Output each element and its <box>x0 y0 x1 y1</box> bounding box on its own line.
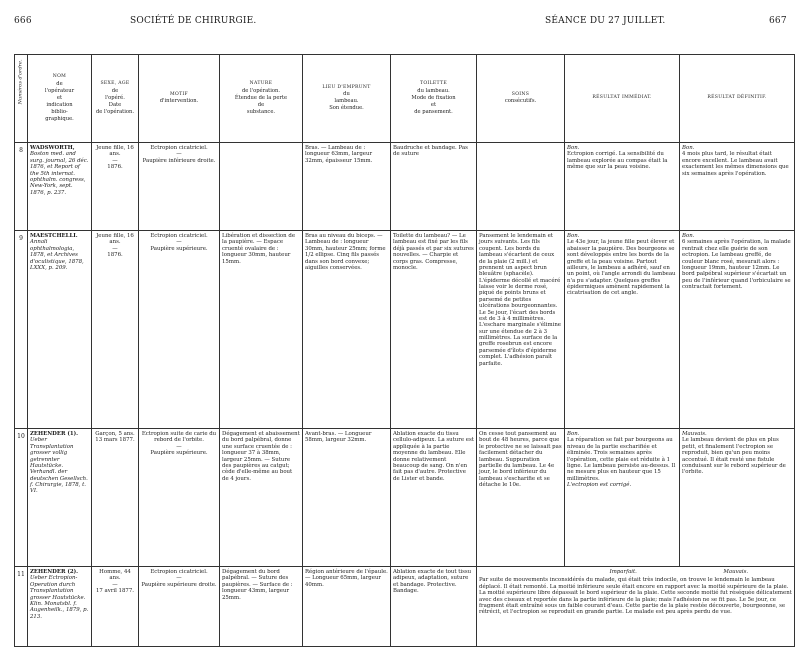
case-number: 10 <box>15 429 28 567</box>
motive-cell: Ectropion cicatriciel. — Paupière supérieure. <box>139 231 220 429</box>
col-motive-header: MOTIF d'intervention. <box>139 55 220 143</box>
table-row <box>15 231 795 429</box>
running-title-left: SOCIÉTÉ DE CHIRURGIE. <box>130 16 257 26</box>
definitive-label: Mauvais. <box>723 569 749 575</box>
wide-note: Par suite de mouvements inconsidérés du malade, qui était très indocile, on trouve le lendemain le lambeau déplacé. Il était remonté. La moitié inférieure seule était encore en rapport avec la moitié supérieure de la plaie. La moitié supérieure libre dépassait le bord supérieur de la plaie. Cette seconde moitié fut réséquée délicatement avec des ciseaux et reportée dans la partie inférieure de la plaie; mais l'adhésion ne se fit pas. Le 5e jour, ce fragment était entraîné sous un faible courant d'eau. Cette partie de la plaie restée découverte, bourgeonne, se rétrécit, et l'ectropion se reproduit en grande partie. Le malade est peu après perdu de vue. <box>479 577 792 616</box>
col-author-header: NOM de l'opérateur et indication biblio- graphique. <box>28 55 92 143</box>
page-number-left: 666 <box>14 16 32 26</box>
cases-table <box>14 54 795 647</box>
toilet-cell: Baudruche et bandage. Pas de suture <box>391 143 477 231</box>
definitive-cell: Bon. 4 mois plus tard, le résultat était encore excellent. Le lambeau avait exactement les mêmes dimensions que six semaines après l'opération. <box>680 143 795 231</box>
toilet-cell: Ablation exacte de tout tissu adipeux, adaptation, suture et bandage. Protective. Bandage. <box>391 567 477 647</box>
col-number-header: Numéros d'ordre. <box>15 55 28 143</box>
col-immediate-header: RÉSULTAT IMMÉDIAT. <box>565 55 680 143</box>
immediate-cell: Bon. Le 43e jour, la jeune fille peut élever et abaisser la paupière. Des bourgeons se sont développés entre les bords de la greffe et la peau voisine. Partout ailleurs, le lambeau a adhéré, sauf en un point, où l'angle arrondi du lambeau n'a pu s'adapter. Quelques greffes épidermiques amènent rapidement la cicatrisation de cet angle. <box>565 231 680 429</box>
immediate-label: Imparfait. <box>609 569 637 575</box>
nature-cell <box>220 143 303 231</box>
col-site-header: LIEU D'EMPRUNT du lambeau. Son étendue. <box>303 55 391 143</box>
col-nature-header: NATURE de l'opération. Étendue de la perte de substance. <box>220 55 303 143</box>
motive-cell: Ectropion cicatriciel. — Paupière inférieure droite. <box>139 143 220 231</box>
nature-cell: Dégagement du bord palpébral. — Suture des paupières. — Surface de : longueur 43mm, largeur 25mm. <box>220 567 303 647</box>
sex-cell: Garçon, 5 ans. 13 mars 1877. <box>92 429 139 567</box>
care-cell <box>477 143 565 231</box>
col-definitive-header: RÉSULTAT DÉFINITIF. <box>680 55 795 143</box>
site-cell: Bras au niveau du biceps. — Lambeau de : longueur 30mm, hauteur 25mm; forme 1/2 ellipse. Cinq fils passés dans son bord convexe; aiguilles conservées. <box>303 231 391 429</box>
definitive-cell: Bon. 6 semaines après l'opération, la malade rentrait chez elle guérie de son ectropion. Le lambeau greffé, de couleur blanc rosé, mesurait alors : longueur 19mm, hauteur 12mm. Le bord palpébral supérieur s'écartait un peu de l'inférieur quand l'orbiculaire se contractait fortement. <box>680 231 795 429</box>
nature-cell: Dégagement et abaissement du bord palpébral, donne une surface cruentée de : longueur 37 à 38mm, largeur 25mm. — Suture des paupières au catgut; cède d'elle-même au bout de 4 jours. <box>220 429 303 567</box>
col-care-header: SOINS consécutifs. <box>477 55 565 143</box>
motive-cell: Ectropion suite de carie du rebord de l'orbite. — Paupière supérieure. <box>139 429 220 567</box>
table-row <box>15 429 795 567</box>
case-number: 8 <box>15 143 28 231</box>
toilet-cell: Toilette du lambeau? — Le lambeau est fixé par les fils déjà passés et par six sutures nouvelles. — Charpie et corps gras. Compresse, monocle. <box>391 231 477 429</box>
author-cell: WADSWORTH, Boston med. and surg. journal, 26 déc. 1876, et Report of the 5th internat. ophthalm. congress, New-York, sept. 1876, p. 237. <box>28 143 92 231</box>
care-cell: On cesse tout pansement au bout de 48 heures, parce que le protective ne se laissait pas facilement détacher du lambeau. Suppuration partielle du lambeau. Le 4e jour, le bord inférieur du lambeau s'escharifie et se détache le 10e. <box>477 429 565 567</box>
col-sex-header: SEXE, AGE de l'opéré. Date de l'opération. <box>92 55 139 143</box>
page-number-right: 667 <box>769 16 787 26</box>
merged-results-cell <box>477 567 795 647</box>
nature-cell: Libération et dissection de la paupière. — Espace cruenté ovalaire de : longueur 30mm, hauteur 15mm. <box>220 231 303 429</box>
site-cell: Bras. — Lambeau de : longueur 63mm, largeur 32mm, épaisseur 15mm. <box>303 143 391 231</box>
care-cell: Pansement le lendemain et jours suivants. Les fils coupent. Les bords du lambeau s'écartent de ceux de la plaie (2 mill.) et prennent un aspect brun bleuâtre (sphacèle). L'épiderme décollé et macéré laisse voir le derme rosé, piqué de points bruns et parsemé de petites ulcérations bourgeonnantes. Le 5e jour, l'écart des bords est de 3 à 4 millimètres. L'eschare marginale s'élimine sur une étendue de 2 à 3 millimètres. La surface de la greffe rosebrun est encore parsemée d'îlots d'épiderme complet. L'adhésion paraît parfaite. <box>477 231 565 429</box>
table-row <box>15 567 795 647</box>
case-number: 9 <box>15 231 28 429</box>
toilet-cell: Ablation exacte du tissu cellulo-adipeux. La suture est appliquée à la partie moyenne du lambeau. Elle donne relativement beaucoup de sang. On n'en fait pas d'autre. Protective de Lister et bande. <box>391 429 477 567</box>
author-cell: ZEHENDER (1). Ueber Transplantation grosser vollig getrennter Hautstücke. Verhandl. der deutschen Gesellsch. f. Chirurgie, 1878, t. VI. <box>28 429 92 567</box>
sex-cell: Jeune fille, 16 ans. — 1876. <box>92 231 139 429</box>
col-toilet-header: TOILETTE du lambeau. Mode de fixation et de pansement. <box>391 55 477 143</box>
motive-cell: Ectropion cicatriciel. — Paupière supérieure droite. <box>139 567 220 647</box>
case-number: 11 <box>15 567 28 647</box>
site-cell: Avant-bras. — Longueur 58mm, largeur 32mm. <box>303 429 391 567</box>
header-row <box>15 55 795 143</box>
sex-cell: Jeune fille, 16 ans. — 1876. <box>92 143 139 231</box>
author-cell: ZEHENDER (2). Ueber Ectropion-Operation durch Transplantation grosser Hautstücke. Klin. Monatsbl. f. Augenheilk., 1879, p. 213. <box>28 567 92 647</box>
site-cell: Région antérieure de l'épaule. — Longueur 65mm, largeur 40mm. <box>303 567 391 647</box>
definitive-cell: Mauvais. Le lambeau devient de plus en plus petit, et finalement l'ectropion se reproduit, bien qu'un peu moins accentué. Il était resté une fistule conduisant sur le rebord supérieur de l'orbite. <box>680 429 795 567</box>
immediate-cell: Bon. La réparation se fait par bourgeons au niveau de la partie escharifiée et éliminée. Trois semaines après l'opération, cette plaie est réduite à 1 ligne. Le lambeau persiste au-dessus. Il ne mesure plus en hauteur que 15 millimètres. L'ectropion est corrigé. <box>565 429 680 567</box>
sex-cell: Homme, 44 ans. — 17 avril 1877. <box>92 567 139 647</box>
immediate-cell: Bon. Ectropion corrigé. La sensibilité du lambeau explorée au compas était la même que sur la peau voisine. <box>565 143 680 231</box>
author-cell: MAESTCHELLI. Annali ophthalmologia, 1878, et Archives d'oculistique, 1878, LXXX, p. 209. <box>28 231 92 429</box>
table-row <box>15 143 795 231</box>
running-title-right: SÉANCE DU 27 JUILLET. <box>545 16 666 26</box>
